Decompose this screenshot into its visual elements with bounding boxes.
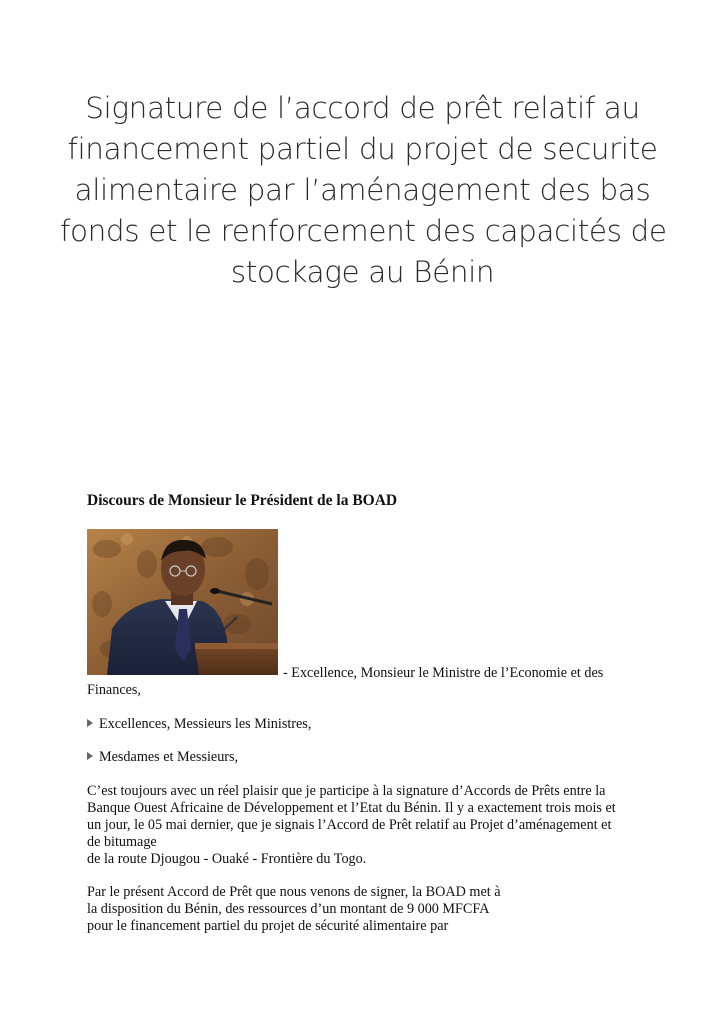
title-line: stockage au Bénin	[230, 255, 495, 289]
speech-heading: Discours de Monsieur le Président de la BOAD	[87, 492, 398, 509]
paragraph-line: Par le présent Accord de Prêt que nous venons de signer, la BOAD met à	[87, 884, 501, 900]
bullet-item	[87, 716, 311, 733]
paragraph-line: Banque Ouest Africaine de Développement et l’Etat du Bénin. Il y a exactement trois mois et	[87, 800, 616, 816]
greeting-line: - Excellence, Monsieur le Ministre de l’Economie et des	[283, 665, 604, 681]
bullet-text: Excellences, Messieurs les Ministres,	[99, 716, 312, 732]
president-photo	[87, 529, 278, 675]
paragraph-line: de bitumage	[87, 834, 157, 850]
paragraph-line: C’est toujours avec un réel plaisir que je participe à la signature d’Accords de Prêts entre la	[87, 783, 606, 799]
paragraph-line: la disposition du Bénin, des ressources d’un montant de 9 000 MFCFA	[87, 901, 490, 917]
title-line: alimentaire par l’aménagement des bas	[74, 173, 651, 207]
bullet-item	[87, 749, 238, 766]
title-line: fonds et le renforcement des capacités de	[60, 214, 667, 248]
bullet-arrow-icon	[87, 719, 93, 727]
paragraph-line: un jour, le 05 mai dernier, que je signais l’Accord de Prêt relatif au Projet d’aménagement et	[87, 817, 612, 833]
greeting-line: Finances,	[87, 682, 141, 698]
title-line: financement partiel du projet de securite	[67, 132, 658, 166]
bullet-text: Mesdames et Messieurs,	[99, 749, 239, 765]
paragraph-line: de la route Djougou - Ouaké - Frontière du Togo.	[87, 851, 367, 867]
paragraph-line: pour le financement partiel du projet de sécurité alimentaire par	[87, 918, 449, 934]
title-line: Signature de l’accord de prêt relatif au	[85, 91, 640, 125]
document-title	[60, 88, 665, 293]
bullet-arrow-icon	[87, 752, 93, 760]
